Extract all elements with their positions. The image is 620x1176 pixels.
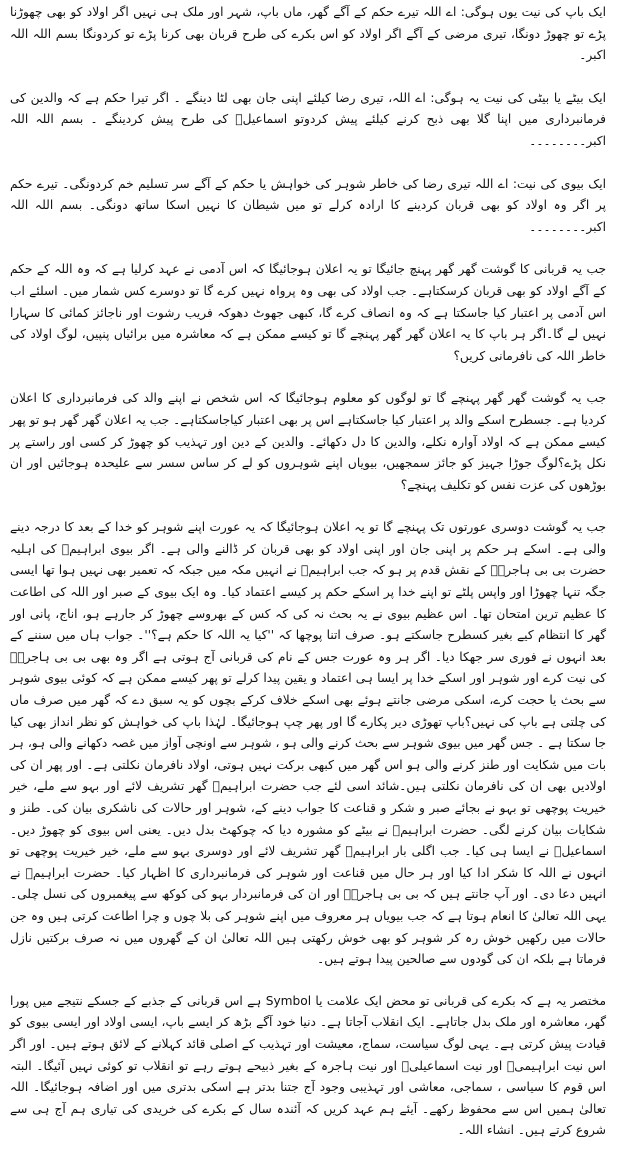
- paragraph-spacer: [10, 367, 606, 388]
- paragraph-spacer: [10, 238, 606, 259]
- paragraph-child-intention: ایک بیٹے یا بیٹی کی نیت یہ ہوگی: اے اللہ، تیری رضا کیلئے اپنی جان بھی لٹا دینگے ۔ اگر تیرا حکم ہے کہ والدین کی فرمانبرداری میں اپنا گلا بھی ذبح کرنے کیلئے پیش کردوتو اسماعیلؑ کی طرح پیش کردینگے ۔ بسم اللہ اللہ اکبر۔۔۔۔۔۔۔۔: [10, 90, 606, 148]
- paragraph-spacer: [10, 67, 606, 88]
- paragraph-spacer: [10, 496, 606, 517]
- paragraph-wife-intention: ایک بیوی کی نیت: اے اللہ تیری رضا کی خاطر شوہر کی خواہش یا حکم کے آگے سر تسلیم خم کردونگی۔ تیرے حکم پر اگر وہ اولاد کو بھی قربان کردینے کا ارادہ کرلے تو میں شیطان کا نہیں اسکا ساتھ دونگی۔ بسم اللہ اللہ اکبر۔۔۔۔۔۔۔۔: [10, 176, 606, 234]
- paragraph-conclusion: مختصر یہ ہے کہ بکرے کی قربانی تو محض ایک علامت یا Symbol ہے اس قربانی کے جذبے کے جسکے نتیجے میں پورا گھر، معاشرہ اور ملک بدل جاتاہے۔ ایک انقلاب آجاتا ہے۔ دنیا خود آگے بڑھ کر ایسے باپ، ایسی اولاد اور ایسی بیوی کو قیادت پیش کرتی ہے۔ یہی لوگ سیاست، سماج، معیشت اور تہذیب کے اصلی قائد کہلانے کے لائق ہوتے ہیں۔ اور اگر اس نیت ابراہیمیؑ اور نیت اسماعیلیؑ اور نیت ہاجرہ کے بغیر ذبیحے ہوتے رہے تو انقلاب تو کوئی نہیں آئیگا۔ البتہ اس قوم کا سیاسی ، سماجی، معاشی اور تہذیبی وجود آج جتنا بدتر ہے اسکی بدتری میں اور اضافہ ہوجائیگا۔ اللہ تعالیٰ ہمیں اس سے محفوظ رکھے۔ آیئے ہم عہد کریں کہ آئندہ سال کے بکرے کی خریدی کی تیاری ہم آج ہی سے شروع کرتے ہیں۔ انشاء اللہ۔: [10, 993, 606, 1138]
- paragraph-father-intention: ایک باپ کی نیت یوں ہوگی: اے اللہ تیرے حکم کے آگے گھر، ماں باپ، شہر اور ملک ہی نہیں اگر اولاد کو بھی چھوڑنا پڑے تو چھوڑ دونگا، تیری مرضی کے آگے اگر اولاد کو اس بکرے کی طرح قربان بھی کرنا پڑے تو کردونگا بسم اللہ اللہ اکبر۔: [10, 5, 606, 63]
- paragraph-spacer: [10, 153, 606, 174]
- paragraph-meat-father: جب یہ قربانی کا گوشت گھر گھر پہنچ جائیگا تو یہ اعلان ہوجائیگا کہ اس آدمی نے عہد کرلیا ہے کہ وہ اللہ کے حکم کے آگے اولاد کو بھی قربان کرسکتاہے۔ جب اولاد کی بھی وہ پرواہ نہیں کرے گا تو دوسرے کس شمار میں۔ اسلئے اب اس آدمی پر اعتبار کیا جاسکتا ہے کہ وہ انصاف کرے گا، کبھی جھوٹ دھوکہ فریب رشوت اور ناجائز کمائی کا سہارا نہیں لے گا۔اگر ہر باپ کا یہ اعلان گھر گھر پہنچے گا تو کیسے ممکن ہے کہ معاشرہ میں برائیاں پنپیں، لوگ اولاد کی خاطر اللہ کی نافرمانی کریں؟: [10, 262, 606, 363]
- paragraph-meat-women: جب یہ گوشت دوسری عورتوں تک پہنچے گا تو یہ اعلان ہوجائیگا کہ یہ عورت اپنے شوہر کو خدا کے بعد کا درجہ دینے والی ہے۔ اسکے ہر حکم پر اپنی جان اور اپنی اولاد کو بھی قربان کر ڈالنے والی ہے۔ اگر بیوی ابراہیمؑ کی اہلیہ حضرت بی بی ہاجرہؑ کے نقش قدم پر ہو کہ جب ابراہیمؑ نے انہیں مکہ میں جبکہ کہ تعمیر بھی نہیں ہوا تھا ایسی جگہ تنہا چھوڑا اور واپس پلٹے تو اپنے خدا پر اسکے حکم پر کیسے اعتماد کیا۔ وہ ایک بیوی کے صبر اور اللہ کی اطاعت کا عظیم ترین امتحان تھا۔ اس عظیم بیوی نے یہ بحث نہ کی کہ کس کے بھروسے چھوڑ کر جارہے ہو، اناج، پانی اور گھر کا انتظام کیے بغیر کسطرح جاسکتے ہو۔ صرف اتنا پوچھا کہ ''کیا یہ اللہ کا حکم ہے؟''۔ جواب ہاں میں سننے کے بعد انہوں نے فوری سر جھکا دیا۔ اگر ہر وہ عورت جس کے نام کی قربانی آج ہوتی ہے اگر وہ بھی بی بی ہاجرہؑ کی نیت کرے اور شوہر اور اسکے خدا پر ایسا ہی اعتماد و یقین پیدا کرلے تو پھر کیسے ممکن ہے کہ کوئی بیوی شوہر سے بحث یا حجت کرے، اسکی مرضی جانتے ہوئے بھی اسکے خلاف کرکے بچوں کو یہ سبق دے کہ گھر میں صرف ماں کی چلتی ہے باپ کی نہیں؟باپ تھوڑی دیر پکارے گا اور پھر چپ ہوجائیگا۔ لہٰذا باپ کی خواہش کو نظر انداز بھی کیا جا سکتا ہے ۔ جس گھر میں بیوی شوہر سے بحث کرنے والی ہو ، شوہر سے اونچی آواز میں غصہ دکھانے والی ہو، ہر بات میں شکایت اور طنز کرنے والی ہو اس گھر میں کبھی برکت نہیں ہوتی، اولاد نافرمان نکلتی ہے۔ اور پھر ان کی اولادیں بھی ان کی نافرمان نکلتی ہیں۔شائد اسی لئے جب حضرت ابراہیمؑ گھر تشریف لائے اور بہو سے ملے، خیر خیریت پوچھی تو بہو نے بجائے صبر و شکر و قناعت کا جواب دینے کے، شوہر اور حالات کی ناشکری بیان کی۔ طنز و شکایات بیان کرنے لگی۔ حضرت ابراہیمؑ نے بیٹے کو مشورہ دیا کہ چوکھٹ بدل دیں۔ یعنی اس بیوی کو چھوڑ دیں۔ اسماعیلؑ نے ایسا ہی کیا۔ جب اگلی بار ابراہیمؑ گھر تشریف لائے اور دوسری بہو سے ملے، خیر خیریت پوچھی تو انہوں نے اللہ کا شکر ادا کیا اور ہر حال میں قناعت اور شوہر کی فرمانبرداری کا اظہار کیا۔ حضرت ابراہیمؑ نے انہیں دعا دی۔ اور آپ جانتے ہیں کہ بی بی ہاجرہؑ اور ان کی فرمانبردار بہو کی کوکھ سے پیغمبروں کی نسل چلی۔ یہی اللہ تعالیٰ کا انعام ہوتا ہے کہ جب بیویاں ہر معروف میں اپنے شوہر کی بلا چوں و چرا اطاعت کرتی ہیں وہ جن حالات میں رکھیں خوش رہ کر شوہر کو بھی خوش رکھتی ہیں اللہ تعالیٰ ان کے گھروں میں نہ صرف برکتیں نازل فرماتا ہے بلکہ ان کی گودوں سے صالحین پیدا ہوتے ہیں۔: [10, 520, 606, 967]
- paragraph-meat-child: جب یہ گوشت گھر گھر پہنچے گا تو لوگوں کو معلوم ہوجائیگا کہ اس شخص نے اپنے والد کی فرمانبرداری کا اعلان کردیا ہے۔ جسطرح اسکے والد پر اعتبار کیا جاسکتاہے اس پر بھی اعتبار کیاجاسکتاہے۔ جب یہ اعلان گھر گھر ہو تو پھر کیسے ممکن ہے کہ اولاد آوارہ نکلے، والدین کا دل دکھائے۔ والدین کے دین اور تہذیب کو چھوڑ کر کسی اور راستے پر نکل پڑے؟لوگ جوڑا جہیز کو جائز سمجھیں، بیویاں اپنے شوہروں کو لے کر ساس سسر سے علیحدہ ہوجائیں اور ان بوڑھوں کی عزت نفس کو تکلیف پہنچے؟: [10, 391, 606, 492]
- paragraph-spacer: [10, 971, 606, 991]
